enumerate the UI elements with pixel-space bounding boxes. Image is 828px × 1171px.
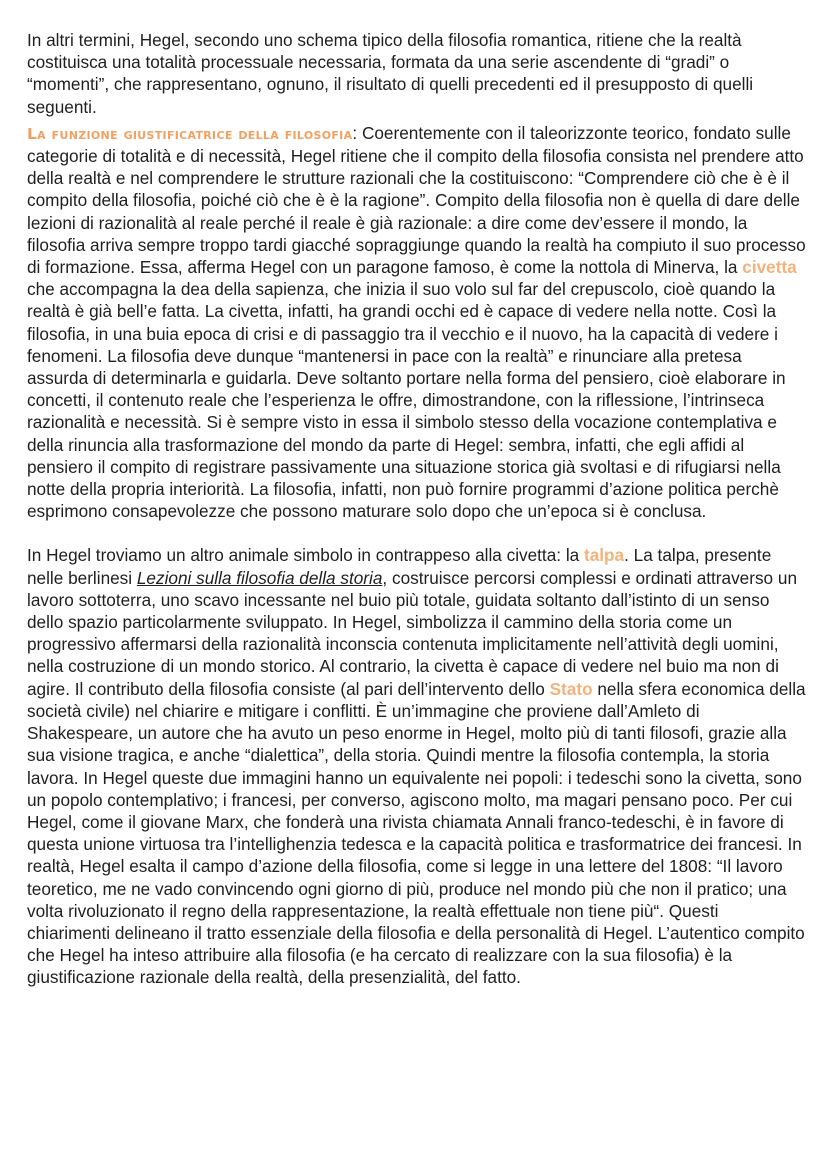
highlight-civetta: civetta [742, 257, 797, 278]
section-text-b: che accompagna la dea della sapienza, che inizia il suo volo sul far del crepuscolo, cioè quando la realtà è già bell’e fatta. La civetta, infatti, ha grandi occhi ed è capace di vedere nella notte. Così la filosofia, in una buia epoca di crisi e di passaggio tra il vecchio e il nuovo, ha la capacità di vedere i fenomeni. La filosofia deve dunque “mantenersi in pace con la realtà” e rinunciare alla pretesa assurda di determinarla e guidarla. Deve soltanto portare nella forma del pensiero, cioè elaborare in concetti, il contenuto reale che l’esperienza le offre, dimostrandone, con la riflessione, l’intrinseca razionalità e necessità. Si è sempre visto in essa il simbolo stesso della vocazione contemplativa e della rinuncia alla trasformazione del mondo da parte di Hegel: sembra, infatti, che egli affidi al pensiero il compito di registrare passivamente una situazione storica già svoltasi e di rifugiarsi nella notte della propria interiorità. La filosofia, infatti, non può fornire programmi d’azione politica perchè esprimono consapevolezze che possono maturare solo dopo che un’epoca si è conclusa. [27, 279, 786, 522]
section-heading-colon: : [352, 122, 358, 143]
talpa-text-a: In Hegel troviamo un altro animale simbolo in contrappeso alla civetta: la [27, 545, 584, 566]
talpa-text-c: , costruisce percorsi complessi e ordinati attraverso un lavoro sottoterra, uno scavo incessante nel buio più totale, guidata soltanto dall’istinto di un senso dello spazio particolarmente sviluppato. In Hegel, simbolizza il cammino della storia come un progressivo affermarsi della razionalità inconscia contenuta implicitamente nell’attività degli uomini, nella costruzione di un mondo storico. Al contrario, la civetta è capace di vedere nel buio ma non di agire. Il contributo della filosofia consiste (al pari dell’intervento dello [27, 567, 798, 699]
intro-paragraph: In altri termini, Hegel, secondo uno schema tipico della filosofia romantica, ritiene che la realtà costituisca una totalità processuale necessaria, formata da una serie ascendente di “gradi” o “momenti”, che rappresentano, ognuno, il risultato di quelli precedenti ed il presupposto di quelli seguenti. [27, 30, 754, 117]
highlight-talpa: talpa [583, 545, 625, 566]
book-title-link: Lezioni sulla filosofia della storia [136, 567, 383, 588]
talpa-text-d: nella sfera economica della società civile) nel chiarire e mitigare i conflitti. È un’immagine che proviene dall’Amleto di Shakespeare, un autore che ha avuto un peso enorme in Hegel, molto più di tanti filosofi, grazie alla sua visione tragica, e anche “dialettica”, della storia. Quindi mentre la filosofia contempla, la storia lavora. In Hegel queste due immagini hanno un equivalente nei popoli: i tedeschi sono la civetta, sono un popolo contemplativo; i francesi, per converso, agiscono molto, ma magari pensano poco. Per cui Hegel, come il giovane Marx, che fonderà una rivista chiamata Annali franco-tedeschi, è in favore di questa unione virtuosa tra l’intellighenzia tedesca e la capacità politica e trasformatrice dei francesi. In realtà, Hegel esalta il campo d’azione della filosofia, come si legge in una lettere del 1808: “Il lavoro teoretico, me ne vado convincendo ogni giorno di più, produce nel mondo più che non il pratico; una volta rivoluzionato il regno della rappresentazione, la realtà effettuale non tiene più“. Questi chiarimenti delineano il tratto essenziale della filosofia e della personalità di Hegel. L’autentico compito che Hegel ha inteso attribuire alla filosofia (e ha cercato di realizzare con la sua filosofia) è la giustificazione razionale della realtà, della presenzialità, del fatto. [27, 678, 806, 988]
section-text-a: Coerentemente con il taleorizzonte teorico, fondato sulle categorie di totalità e di necessità, Hegel ritiene che il compito della filosofia consista nel prendere atto della realtà e nel comprendere le strutture razionali che la costituiscono: “Comprendere ciò che è è il compito della filosofia, poiché ciò che è è la ragione”. Compito della filosofia non è quella di dare delle lezioni di razionalità al reale perché il reale è già razionale: a dire come dev’essere il mondo, la filosofia arriva sempre troppo tardi giacché sopraggiunge quando la realtà ha compiuto il suo processo di formazione. Essa, afferma Hegel con un paragone famoso, è come la nottola di Minerva, la [27, 122, 806, 278]
talpa-paragraph [27, 544, 806, 988]
highlight-stato: Stato [549, 678, 593, 699]
section-heading: La funzione giustificatrice della filosofia [27, 124, 353, 143]
section-paragraph [27, 122, 806, 523]
talpa-text-b: . La talpa, presente nelle berlinesi [27, 545, 772, 588]
